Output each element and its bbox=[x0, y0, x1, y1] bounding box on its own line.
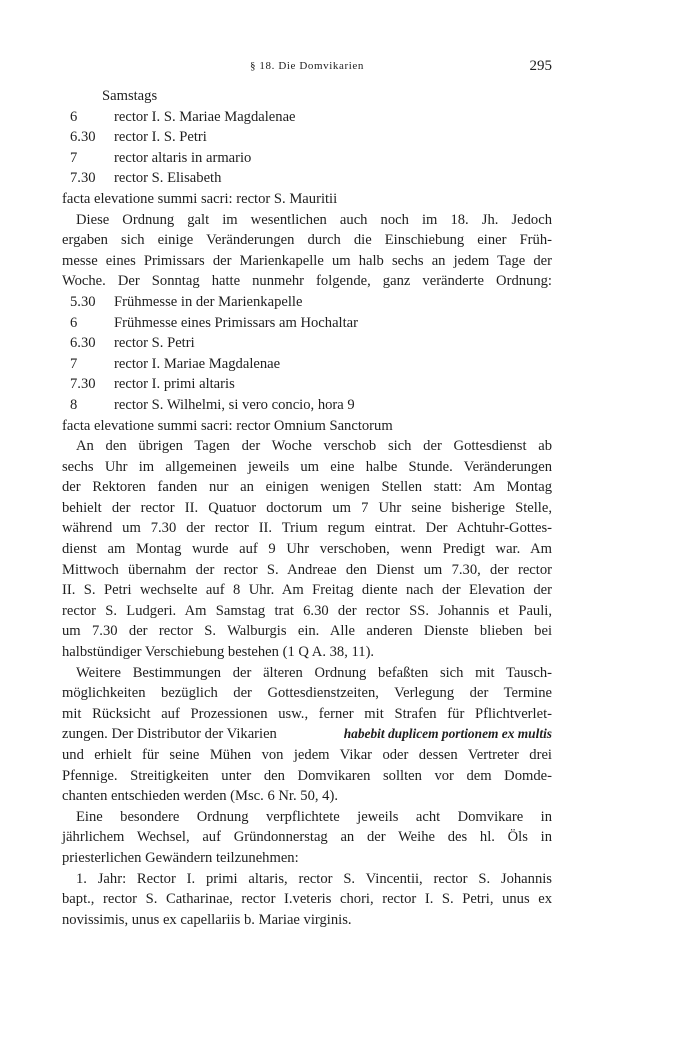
latin-emphasis: habebit duplicem portionem ex multis bbox=[343, 726, 552, 742]
schedule-text: rector I. Mariae Magdalenae bbox=[114, 355, 281, 372]
schedule-time: 6 bbox=[70, 314, 78, 331]
schedule-row bbox=[62, 395, 552, 416]
schedule-time: 5.30 bbox=[70, 293, 96, 310]
schedule-footer: facta elevatione summi sacri: rector S. Mauritii bbox=[62, 190, 338, 207]
page-body bbox=[62, 86, 552, 930]
schedule-text: rector S. Wilhelmi, si vero concio, hora 9 bbox=[114, 396, 355, 413]
text-line: möglichkeiten bezüglich der Gottesdienstzeiten, Verlegung der Termine bbox=[62, 685, 552, 702]
schedule-row bbox=[62, 374, 552, 395]
text-line: messe eines Primissars der Marienkapelle um halb sechs an jedem Tage der bbox=[62, 252, 552, 269]
text-line: novissimis, unus ex capellariis b. Mariae virginis. bbox=[62, 911, 352, 928]
schedule-row bbox=[62, 292, 552, 313]
schedule-text: rector S. Elisabeth bbox=[114, 170, 222, 187]
text-line: behielt der rector II. Quatuor doctorum um 7 Uhr seine bisherige Stelle, bbox=[62, 499, 552, 516]
running-title: § 18. Die Domvikarien bbox=[249, 60, 365, 72]
schedule-row bbox=[62, 148, 552, 169]
page-number: 295 bbox=[529, 58, 552, 74]
text-line: Mittwoch übernahm der rector S. Andreae den Dienst um 7.30, der rector bbox=[62, 561, 552, 578]
text-line-with-emphasis bbox=[62, 724, 552, 745]
paragraph bbox=[62, 807, 552, 869]
text-line: ergaben sich einige Veränderungen durch die Einschiebung einer Früh- bbox=[62, 232, 552, 249]
text-line: bapt., rector S. Catharinae, rector I.veteris chori, rector I. S. Petri, unus ex bbox=[62, 891, 552, 908]
text-segment: zungen. Der Distributor der Vikarien bbox=[62, 726, 277, 743]
text-line: II. S. Petri wechselte auf 8 Uhr. Am Freitag diente nach der Elevation der bbox=[62, 582, 552, 599]
schedule-text: rector S. Petri bbox=[114, 335, 195, 352]
text-line: priesterlichen Gewändern teilzunehmen: bbox=[62, 849, 299, 866]
text-line: Weitere Bestimmungen der älteren Ordnung befaßten sich mit Tausch- bbox=[76, 664, 552, 681]
text-line: während um 7.30 der rector II. Trium regum eintrat. Der Achtuhr-Gottes- bbox=[62, 520, 552, 537]
schedule-text: rector I. primi altaris bbox=[114, 376, 235, 393]
text-line: 1. Jahr: Rector I. primi altaris, rector S. Vincentii, rector S. Johannis bbox=[76, 870, 552, 887]
schedule-text: Frühmesse in der Marienkapelle bbox=[114, 293, 303, 310]
schedule-time: 7 bbox=[70, 355, 78, 372]
schedule-footer: facta elevatione summi sacri: rector Omnium Sanctorum bbox=[62, 417, 393, 434]
text-line: halbstündiger Verschiebung bestehen (1 Q A. 38, 11). bbox=[62, 644, 375, 661]
text-line: jährlichem Wechsel, auf Gründonnerstag an der Weihe des hl. Öls in bbox=[62, 829, 552, 846]
text-line: An den übrigen Tagen der Woche verschob sich der Gottesdienst ab bbox=[76, 438, 552, 455]
text-line: um 7.30 der rector S. Walburgis ein. Alle anderen Dienste blieben bei bbox=[62, 623, 552, 640]
paragraph bbox=[62, 210, 552, 292]
schedule-row bbox=[62, 168, 552, 189]
text-line: sechs Uhr im allgemeinen jeweils um eine halbe Stunde. Veränderungen bbox=[62, 458, 552, 475]
schedule-row bbox=[62, 333, 552, 354]
schedule-time: 7.30 bbox=[70, 376, 96, 393]
schedule-row bbox=[62, 107, 552, 128]
text-line: der Rektoren fanden nur an einigen wenigen Stellen statt: Am Montag bbox=[62, 479, 552, 496]
schedule-time: 7.30 bbox=[70, 170, 96, 187]
schedule-row bbox=[62, 354, 552, 375]
text-line: dienst am Montag wurde auf 9 Uhr verschoben, wenn Predigt war. Am bbox=[62, 541, 552, 558]
text-line: mit Rücksicht auf Prozessionen usw., ferner mit Strafen für Pflichtverlet- bbox=[62, 705, 552, 722]
schedule-time: 6.30 bbox=[70, 335, 96, 352]
text-line: chanten entschieden werden (Msc. 6 Nr. 50, 4). bbox=[62, 788, 338, 805]
schedule-row bbox=[62, 313, 552, 334]
schedule-text: rector I. S. Mariae Magdalenae bbox=[114, 108, 296, 125]
schedule-time: 8 bbox=[70, 396, 78, 413]
schedule-row bbox=[62, 127, 552, 148]
schedule-heading: Samstags bbox=[102, 88, 158, 104]
text-line: Woche. Der Sonntag hatte nunmehr folgende, ganz veränderte Ordnung: bbox=[62, 273, 552, 290]
running-head bbox=[62, 58, 552, 78]
schedule-time: 6.30 bbox=[70, 129, 96, 146]
text-line: rector S. Ludgeri. Am Samstag trat 6.30 der rector SS. Johannis et Pauli, bbox=[62, 602, 552, 619]
text-line: Pfennige. Streitigkeiten unter den Domvikaren sollten vor dem Domde- bbox=[62, 767, 552, 784]
paragraph bbox=[62, 869, 552, 931]
schedule-time: 7 bbox=[70, 149, 78, 166]
text-line: und erhielt für seine Mühen von jedem Vikar oder dessen Vertreter drei bbox=[62, 747, 552, 763]
schedule-text: rector I. S. Petri bbox=[114, 129, 207, 146]
paragraph bbox=[62, 436, 552, 663]
text-line: Eine besondere Ordnung verpflichtete jeweils acht Domvikare in bbox=[76, 808, 552, 825]
paragraph bbox=[62, 663, 552, 807]
schedule-time: 6 bbox=[70, 108, 78, 125]
schedule-text: Frühmesse eines Primissars am Hochaltar bbox=[114, 314, 358, 331]
schedule-text: rector altaris in armario bbox=[114, 149, 252, 166]
text-line: Diese Ordnung galt im wesentlichen auch noch im 18. Jh. Jedoch bbox=[76, 211, 552, 228]
